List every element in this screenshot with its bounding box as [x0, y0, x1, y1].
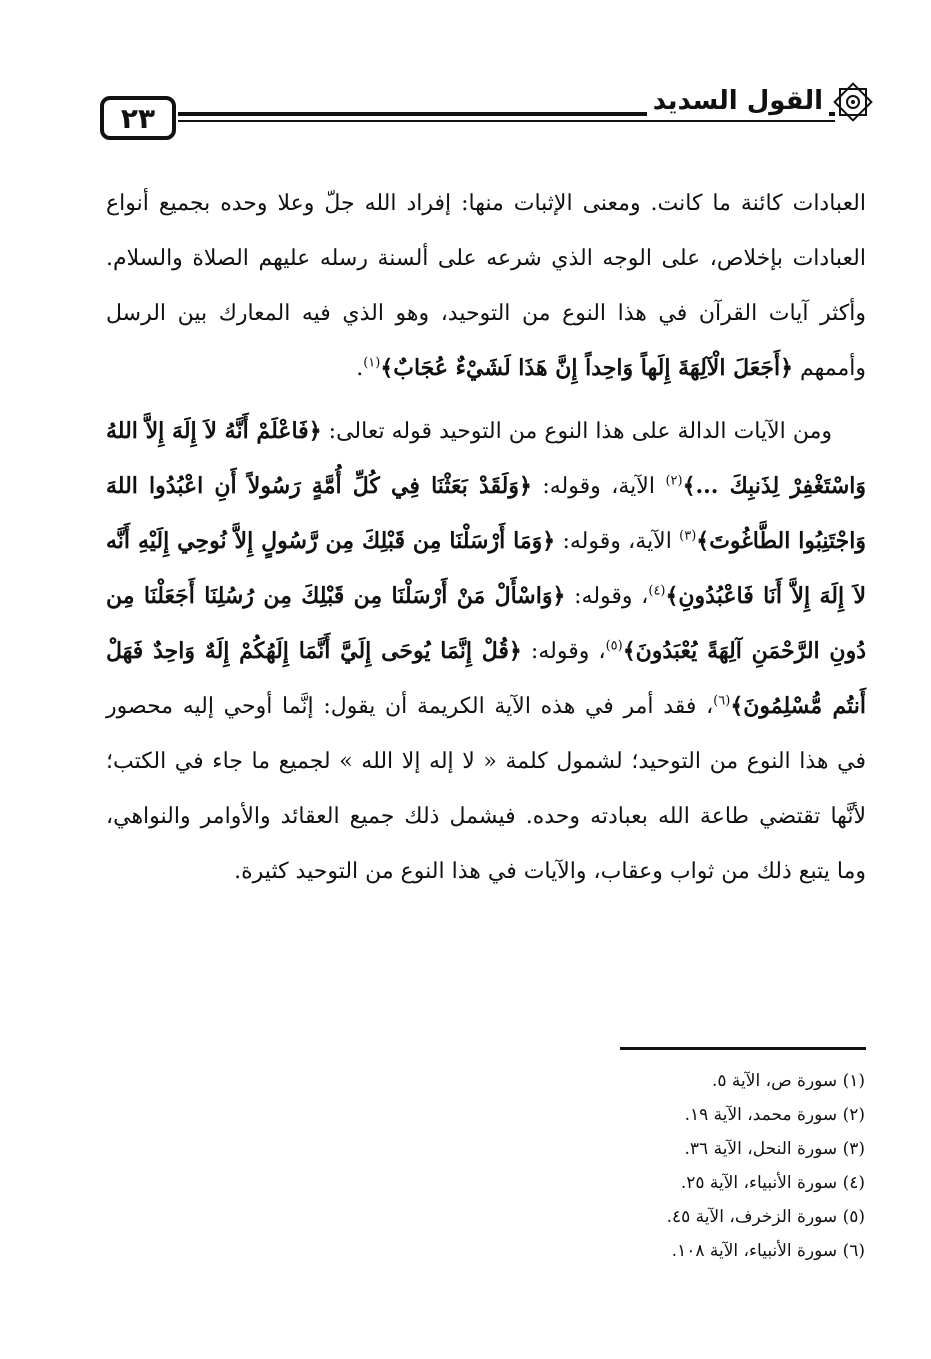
quran-verse: ﴿وَمَا أَرْسَلْنَا مِن قَبْلِكَ مِن رَّسُولٍ إِلاَّ نُوحِي إِلَيْهِ أَنَّه لاَ إِلَهَ إِلاَّ أَنَا فَاعْبُدُونِ﴾	[106, 528, 867, 609]
body-text: الآية، وقوله:	[542, 474, 655, 499]
octagram-ornament-icon	[831, 80, 875, 124]
paragraph	[106, 404, 866, 899]
page-header	[100, 78, 875, 148]
main-text	[106, 176, 866, 899]
book-title: القول السديد	[647, 86, 829, 116]
quran-verse: ﴿أَجَعَلَ الْآلِهَةَ إِلَهاً وَاحِداً إِنَّ هَذَا لَشَيْءٌ عُجَابٌ﴾	[380, 355, 793, 381]
footnote-item: (٦) سورة الأنبياء، الآية ١٠٨.	[671, 1241, 865, 1261]
footnote-ref: (٤)	[648, 583, 666, 599]
body-text: ومن الآيات الدالة على هذا النوع من التوحيد قوله تعالى:	[328, 419, 832, 444]
footnote-ref: (١)	[363, 355, 381, 371]
footnote-divider	[620, 1047, 866, 1050]
body-text: .	[356, 356, 364, 381]
footnote-item: (١) سورة ص، الآية ٥.	[711, 1071, 865, 1091]
body-text: ، وقوله:	[574, 584, 649, 609]
quran-verse: ﴿فَاعْلَمْ أَنَّهُ لاَ إِلَهَ إِلاَّ اللهُ وَاسْتَغْفِرْ لِذَنبِكَ ...﴾	[106, 418, 867, 499]
footnote-item: (٥) سورة الزخرف، الآية ٤٥.	[666, 1207, 865, 1227]
paragraph	[106, 176, 866, 396]
footnote-ref: (٣)	[679, 528, 697, 544]
body-text: العبادات كائنة ما كانت. ومعنى الإثبات منها: إفراد الله جلّ وعلا وحده بجميع أنواع العبادات بإخلاص، على الوجه الذي شرعه على ألسنة رسله عليهم الصلاة والسلام. وأكثر آيات القرآن في هذا النوع من التوحيد، وهو الذي فيه المعارك بين الرسل وأممهم	[106, 191, 866, 381]
page-number: ٢٣	[100, 96, 176, 140]
footnote-item: (٢) سورة محمد، الآية ١٩.	[684, 1105, 865, 1125]
footnote-item: (٤) سورة الأنبياء، الآية ٢٥.	[680, 1173, 865, 1193]
quran-verse: ﴿وَلَقَدْ بَعَثْنَا فِي كُلِّ أُمَّةٍ رَسُولاً أَنِ اعْبُدُوا اللهَ وَاجْتَنِبُوا الطَّاغُوتَ﴾	[106, 473, 867, 554]
quran-verse: ﴿وَاسْأَلْ مَنْ أَرْسَلْنَا مِن قَبْلِكَ مِن رُسُلِنَا أَجَعَلْنَا مِن دُونِ الرَّحْمَنِ آلِهَةً يُعْبَدُونَ﴾	[106, 583, 866, 664]
footnote-item: (٣) سورة النحل، الآية ٣٦.	[684, 1139, 865, 1159]
footnote-ref: (٢)	[665, 473, 683, 489]
body-text: ، وقوله:	[530, 639, 606, 664]
footnote-ref: (٦)	[713, 693, 731, 709]
body-text: ، فقد أمر في هذه الآية الكريمة أن يقول: إنَّما أوحي إليه محصور في هذا النوع من التوحيد؛ لشمول كلمة « لا إله إلا الله » لجميع ما جاء في الكتب؛ لأنَّها تقتضي طاعة الله بعبادته وحده. فيشمل ذلك جميع العقائد والأوامر والنواهي، وما يتبع ذلك من ثواب وعقاب، والآيات في هذا النوع من التوحيد كثيرة.	[106, 694, 866, 884]
body-text: الآية، وقوله:	[562, 529, 672, 554]
header-rule-thin	[178, 120, 835, 122]
quran-verse: ﴿قُلْ إِنَّمَا يُوحَى إِلَيَّ أَنَّمَا إِلَهُكُمْ إِلَهٌ وَاحِدٌ فَهَلْ أَنتُم مُّسْلِمُونَ﴾	[106, 638, 866, 719]
footnotes	[465, 1064, 865, 1268]
footnote-ref: (٥)	[605, 638, 623, 654]
